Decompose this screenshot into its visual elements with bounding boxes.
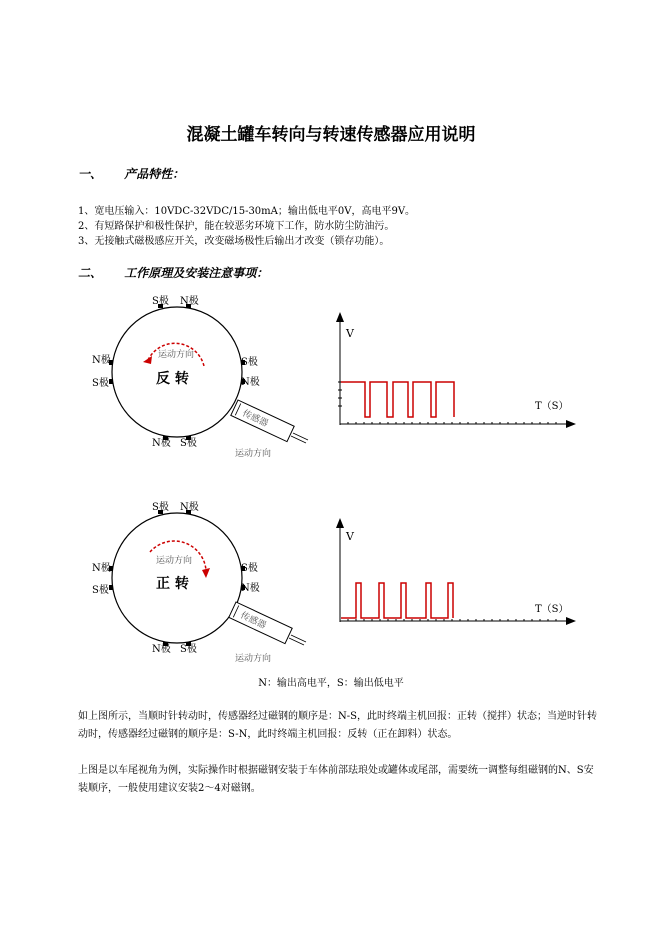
axis-v-label: V [346, 327, 354, 340]
section-1-number: 一、 [78, 167, 103, 181]
label-bottom-s: S极 [180, 438, 197, 449]
label-top-s: S极 [152, 502, 169, 513]
feature-item: 3、无接触式磁极感应开关，改变磁场极性后输出才改变（锁存功能）。 [78, 236, 390, 247]
feature-item: 2、有短路保护和极性保护，能在较恶劣环境下工作，防水防尘防油污。 [78, 221, 395, 232]
sensor-cable [291, 436, 306, 443]
axis-t-label: T（S） [535, 604, 569, 615]
label-bottom-n: N极 [152, 644, 171, 655]
paragraph-installation-note: 上图是以车尾视角为例，实际操作时根据磁钢安装于车体前部珐琅处或罐体或尾部，需要统一调整每组磁钢的N、S安装顺序，一般使用建议安装2～4对磁钢。 [78, 765, 594, 794]
sensor-body [229, 602, 292, 644]
label-right-s: S极 [241, 357, 258, 368]
sensor-label: 传感器 [240, 408, 270, 430]
magnet-left-bottom [109, 379, 113, 384]
sensor-motion-label: 运动方向 [235, 654, 272, 664]
label-left-s: S极 [92, 378, 109, 389]
legend-text: N：输出高电平，S：输出低电平 [258, 678, 404, 689]
label-bottom-s: S极 [180, 644, 197, 655]
label-bottom-n: N极 [152, 438, 171, 449]
arrow-head-icon [143, 356, 152, 364]
wheel-diagram-reverse [92, 294, 308, 459]
sensor-cable [293, 433, 308, 440]
section-2-heading [78, 264, 268, 281]
sensor-body [231, 400, 294, 442]
sensor-label: 传感器 [238, 610, 268, 632]
t-axis-arrow-icon [566, 420, 576, 428]
rotation-label: 反 转 [156, 371, 189, 387]
sensor-cable [289, 638, 304, 645]
reverse-rotation-diagram [0, 290, 662, 470]
magnet-left-bottom [109, 585, 113, 590]
section-1-heading [78, 165, 184, 182]
label-left-n: N极 [92, 355, 111, 366]
section-1-title: 产品特性： [124, 167, 185, 181]
section-2-number: 二、 [78, 266, 103, 280]
label-right-s: S极 [241, 563, 258, 574]
axis-t-label: T（S） [535, 401, 569, 412]
label-top-n: N极 [180, 502, 199, 513]
motion-label: 运动方向 [156, 556, 193, 566]
section-2-title: 工作原理及安装注意事项： [124, 266, 269, 280]
motion-label: 运动方向 [158, 350, 195, 360]
label-top-n: N极 [180, 296, 199, 307]
wheel-diagram-forward [92, 500, 306, 664]
label-top-s: S极 [152, 296, 169, 307]
output-signal [341, 382, 454, 417]
waveform-forward [336, 518, 576, 625]
label-left-s: S极 [92, 585, 109, 596]
waveform-reverse [336, 312, 576, 428]
label-right-n: N极 [241, 377, 260, 388]
output-signal [341, 583, 453, 618]
axis-v-label: V [346, 530, 354, 543]
forward-rotation-diagram [0, 496, 662, 671]
feature-item: 1、宽电压输入：10VDC-32VDC/15-30mA；输出低电平0V，高电平9V。 [78, 206, 416, 217]
label-left-n: N极 [92, 563, 111, 574]
sensor-motion-label: 运动方向 [235, 449, 272, 459]
page-title: 混凝土罐车转向与转速传感器应用说明 [186, 125, 476, 145]
sensor-cable [291, 635, 306, 642]
v-axis-arrow-icon [336, 312, 344, 322]
v-axis-arrow-icon [336, 518, 344, 528]
paragraph-rotation-logic: 如上图所示，当顺时针转动时，传感器经过磁钢的顺序是：N-S，此时终端主机回报：正转（搅拌）状态；当逆时针转动时，传感器经过磁钢的顺序是：S-N，此时终端主机回报：反转（正在卸料）状态。 [78, 711, 597, 740]
label-right-n: N极 [241, 583, 260, 594]
arrow-head-icon [202, 568, 210, 578]
rotation-label: 正 转 [156, 576, 189, 592]
t-axis-arrow-icon [566, 617, 576, 625]
